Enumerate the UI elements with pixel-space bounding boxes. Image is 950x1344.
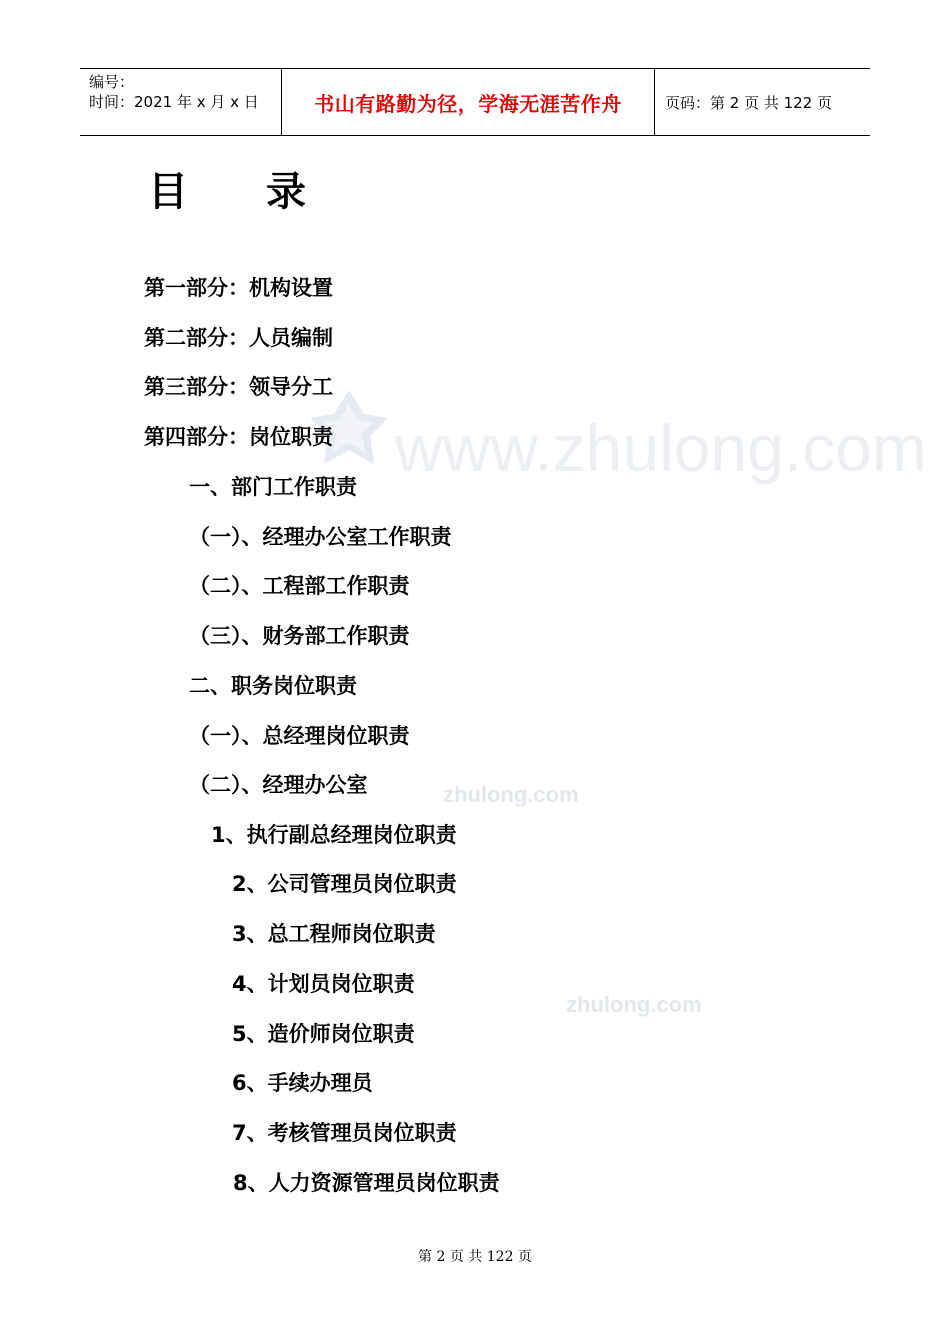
toc-item: 2、公司管理员岗位职责 <box>232 872 457 896</box>
toc-item: 4、计划员岗位职责 <box>232 972 415 996</box>
toc-item: 5、造价师岗位职责 <box>232 1022 415 1046</box>
toc-title: 目录 <box>148 169 384 215</box>
header-page-info: 页码：第 2 页 共 122 页 <box>665 93 833 112</box>
toc-item: 3、总工程师岗位职责 <box>232 922 436 946</box>
watermark-small: zhulong.com <box>443 782 579 807</box>
watermark-small: zhulong.com <box>566 992 702 1017</box>
toc-item: （二）、工程部工作职责 <box>189 574 410 598</box>
toc-item: （二）、经理办公室 <box>189 773 368 797</box>
toc-item: 第二部分：人员编制 <box>144 326 333 350</box>
toc-item: 二、职务岗位职责 <box>189 674 357 698</box>
toc-item: 7、考核管理员岗位职责 <box>232 1121 457 1145</box>
toc-item: 8、人力资源管理员岗位职责 <box>233 1171 500 1195</box>
toc-item: 6、手续办理员 <box>232 1071 373 1095</box>
watermark-large: www.zhulong.com <box>395 411 927 485</box>
toc-item: 一、部门工作职责 <box>189 475 357 499</box>
toc-item: （一）、经理办公室工作职责 <box>189 525 452 549</box>
number-label: 编号： <box>89 73 135 91</box>
toc-item: 第四部分：岗位职责 <box>144 425 333 449</box>
page-footer: 第 2 页 共 122 页 <box>418 1249 532 1265</box>
toc-item: （一）、总经理岗位职责 <box>189 724 410 748</box>
time-label: 时间：2021 年 x 月 x 日 <box>89 93 259 111</box>
toc-item: （三）、财务部工作职责 <box>189 624 410 648</box>
toc-item: 1、执行副总经理岗位职责 <box>211 823 457 847</box>
header-motto: 书山有路勤为径，学海无涯苦作舟 <box>282 69 655 135</box>
toc-item: 第三部分：领导分工 <box>144 375 333 399</box>
toc-item: 第一部分：机构设置 <box>144 276 333 300</box>
